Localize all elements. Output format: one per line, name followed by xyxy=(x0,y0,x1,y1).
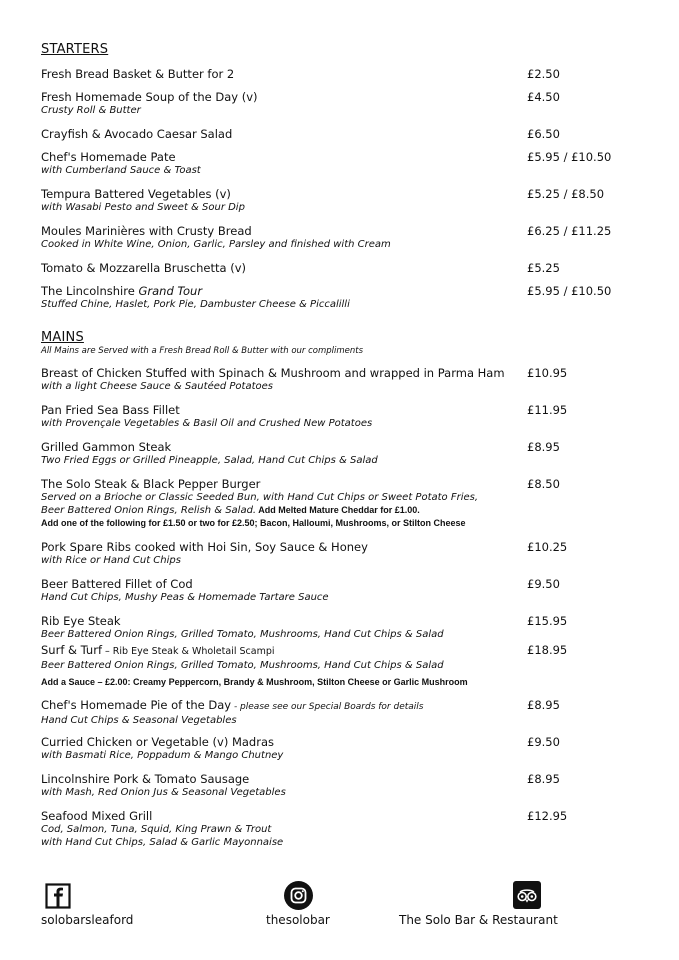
item-description: Hand Cut Chips, Mushy Peas & Homemade Tartare Sauce xyxy=(41,592,329,603)
item-description-bold: Add Melted Mature Cheddar for £1.00. xyxy=(256,505,420,515)
instagram-handle[interactable]: thesolobar xyxy=(266,913,330,927)
item-price: £8.95 xyxy=(527,772,560,786)
item-name: Lincolnshire Pork & Tomato Sausage xyxy=(41,772,250,786)
item-name: Rib Eye Steak xyxy=(41,614,121,628)
item-description: Two Fried Eggs or Grilled Pineapple, Salad, Hand Cut Chips & Salad xyxy=(41,455,378,466)
item-name: Chef's Homemade Pate xyxy=(41,150,176,164)
item-price: £15.95 xyxy=(527,614,568,628)
item-description: Hand Cut Chips & Seasonal Vegetables xyxy=(41,715,237,726)
item-description: with Basmati Rice, Poppadum & Mango Chutney xyxy=(41,750,284,761)
item-name: Curried Chicken or Vegetable (v) Madras xyxy=(41,735,274,749)
item-description: Crusty Roll & Butter xyxy=(41,105,141,116)
item-name: Tempura Battered Vegetables (v) xyxy=(41,187,231,201)
item-price: £18.95 xyxy=(527,643,568,657)
item-name: Pork Spare Ribs cooked with Hoi Sin, Soy Sauce & Honey xyxy=(41,540,368,554)
item-price: £12.95 xyxy=(527,809,568,823)
item-name-italic: Grand Tour xyxy=(138,284,203,298)
item-name: Breast of Chicken Stuffed with Spinach & Mushroom and wrapped in Parma Ham xyxy=(41,366,505,380)
tripadvisor-icon[interactable] xyxy=(513,881,541,909)
item-name-text: The Lincolnshire xyxy=(41,284,135,298)
facebook-handle[interactable]: solobarsleaford xyxy=(41,913,134,927)
item-price: £10.25 xyxy=(527,540,568,554)
item-price: £10.95 xyxy=(527,366,568,380)
instagram-icon[interactable] xyxy=(284,881,313,910)
item-name: Grilled Gammon Steak xyxy=(41,440,172,454)
item-description-text: Beer Battered Onion Rings, Relish & Salad. xyxy=(41,505,257,516)
item-price: £8.50 xyxy=(527,477,560,491)
item-extras: Add one of the following for £1.50 or two for £2.50; Bacon, Halloumi, Mushrooms, or Stilton Cheese xyxy=(41,518,466,528)
item-name: The Solo Steak & Black Pepper Burger xyxy=(41,477,261,491)
item-name: Tomato & Mozzarella Bruschetta (v) xyxy=(41,261,246,275)
item-price: £5.95 / £10.50 xyxy=(527,284,612,298)
item-price: £9.50 xyxy=(527,577,560,591)
facebook-icon[interactable] xyxy=(45,883,71,909)
mains-note: All Mains are Served with a Fresh Bread Roll & Butter with our compliments xyxy=(41,346,364,356)
item-description: Served on a Brioche or Classic Seeded Bun, with Hand Cut Chips or Sweet Potato Fries, xyxy=(41,492,479,503)
item-description: with Mash, Red Onion Jus & Seasonal Vegetables xyxy=(41,787,286,798)
item-name: Fresh Bread Basket & Butter for 2 xyxy=(41,67,235,81)
item-name: Moules Marinières with Crusty Bread xyxy=(41,224,252,238)
item-name: Beer Battered Fillet of Cod xyxy=(41,577,193,591)
item-description: with Provençale Vegetables & Basil Oil and Crushed New Potatoes xyxy=(41,418,373,429)
item-price: £11.95 xyxy=(527,403,568,417)
item-description: Cooked in White Wine, Onion, Garlic, Parsley and finished with Cream xyxy=(41,239,391,250)
item-price: £4.50 xyxy=(527,90,560,104)
item-price: £5.25 xyxy=(527,261,560,275)
item-name: Seafood Mixed Grill xyxy=(41,809,153,823)
sauce-note xyxy=(41,676,641,689)
item-price: £2.50 xyxy=(527,67,560,81)
item-description: Cod, Salmon, Tuna, Squid, King Prawn & Trout xyxy=(41,824,272,835)
item-price: £8.95 xyxy=(527,698,560,712)
item-description: with a light Cheese Sauce & Sautéed Potatoes xyxy=(41,381,273,392)
item-price: £8.95 xyxy=(527,440,560,454)
item-description-line2 xyxy=(41,504,641,517)
item-description-line2: with Hand Cut Chips, Salad & Garlic Mayonnaise xyxy=(41,837,284,848)
item-description: with Rice or Hand Cut Chips xyxy=(41,555,181,566)
item-description: with Cumberland Sauce & Toast xyxy=(41,165,201,176)
item-price: £9.50 xyxy=(527,735,560,749)
item-name-text: Surf & Turf xyxy=(41,643,102,657)
item-name: Fresh Homemade Soup of the Day (v) xyxy=(41,90,258,104)
item-name-note: - please see our Special Boards for details xyxy=(231,702,424,712)
item-price: £5.25 / £8.50 xyxy=(527,187,605,201)
item-description: Stuffed Chine, Haslet, Pork Pie, Dambuster Cheese & Piccalilli xyxy=(41,299,350,310)
item-price: £5.95 / £10.50 xyxy=(527,150,612,164)
item-name-small: – Rib Eye Steak & Wholetail Scampi xyxy=(102,646,275,657)
item-description: with Wasabi Pesto and Sweet & Sour Dip xyxy=(41,202,245,213)
item-name-text: Chef's Homemade Pie of the Day xyxy=(41,698,232,712)
item-name: Crayfish & Avocado Caesar Salad xyxy=(41,127,233,141)
item-price: £6.25 / £11.25 xyxy=(527,224,612,238)
starters-heading: STARTERS xyxy=(41,42,109,57)
mains-heading: MAINS xyxy=(41,330,84,345)
item-name: Pan Fried Sea Bass Fillet xyxy=(41,403,180,417)
item-description: Beer Battered Onion Rings, Grilled Tomato, Mushrooms, Hand Cut Chips & Salad xyxy=(41,660,444,671)
item-description: Beer Battered Onion Rings, Grilled Tomato, Mushrooms, Hand Cut Chips & Salad xyxy=(41,629,444,640)
tripadvisor-name[interactable]: The Solo Bar & Restaurant xyxy=(399,913,558,927)
sauce-text: Add a Sauce – £2.00: Creamy Peppercorn, Brandy & Mushroom, Stilton Cheese or Garlic Mushroom xyxy=(41,677,468,687)
item-price: £6.50 xyxy=(527,127,560,141)
